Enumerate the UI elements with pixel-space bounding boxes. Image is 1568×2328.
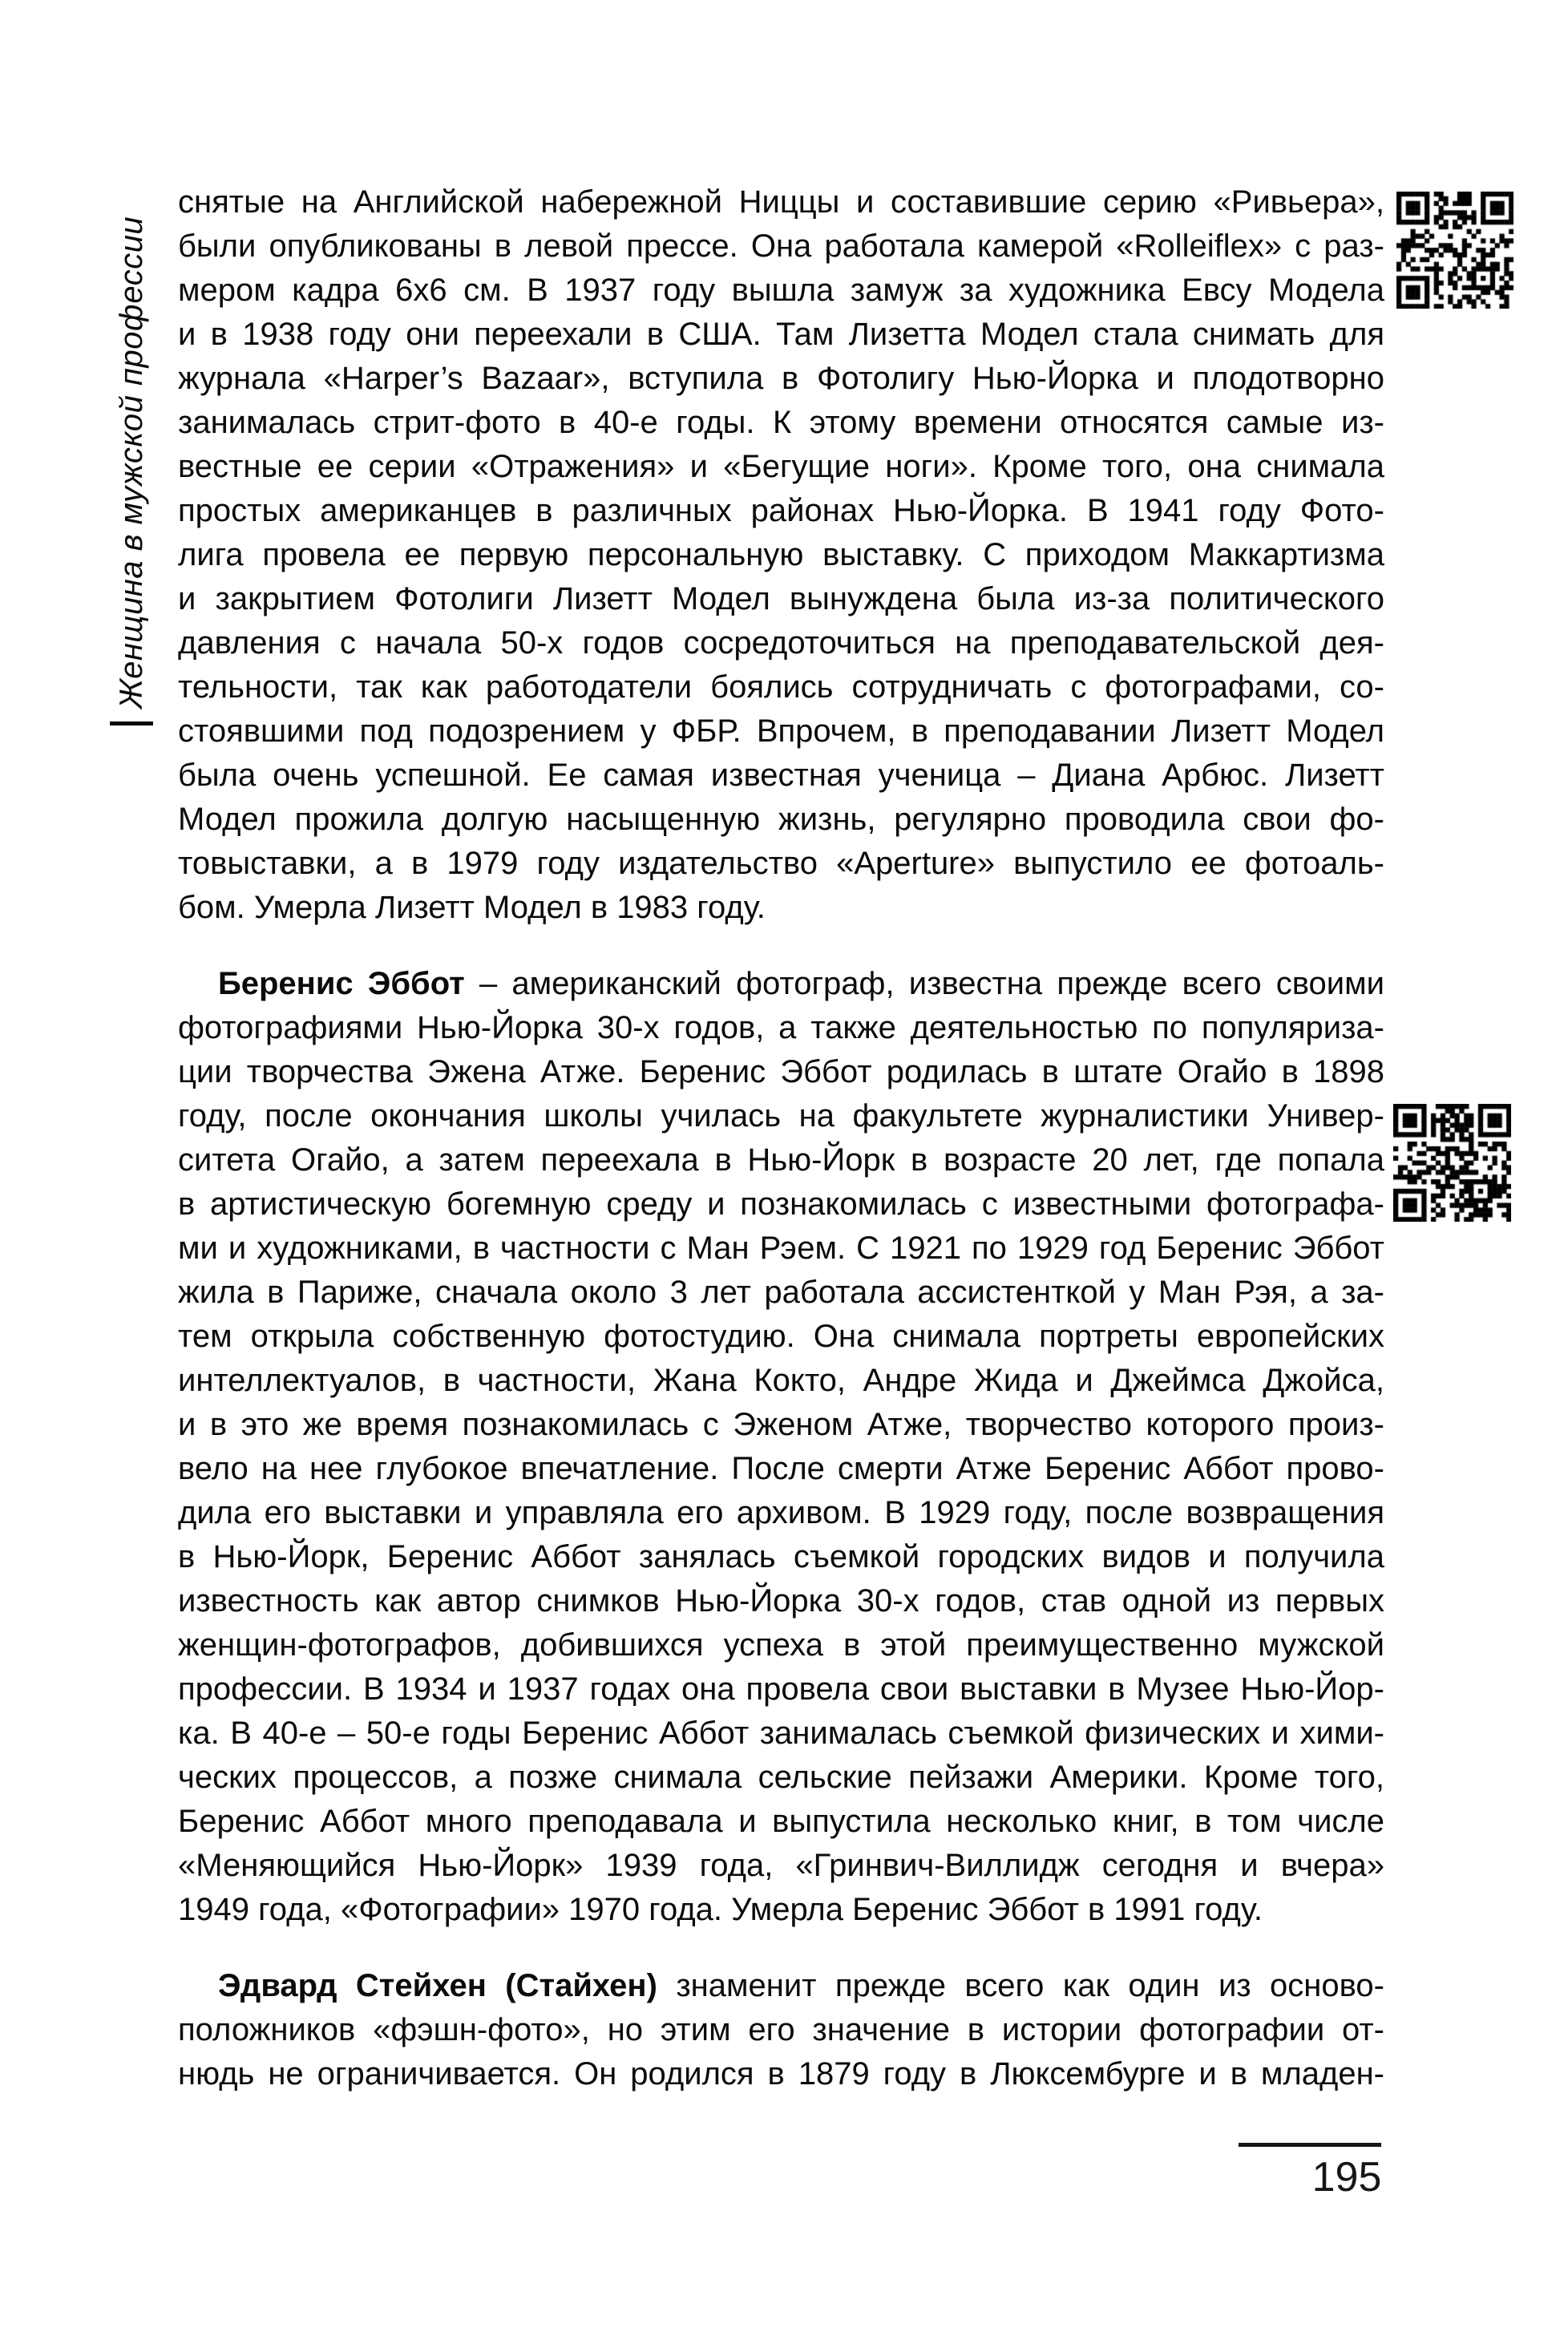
text-line: фотографиями Нью-Йорка 30-х годов, а также деятельностью по популяриза- (178, 1010, 1384, 1045)
text-line: «Меняющийся Нью-Йорк» 1939 года, «Гринвич-Виллидж сегодня и вчера» (178, 1848, 1384, 1883)
text-line: и закрытием Фотолиги Лизетт Модел вынуждена была из-за политического (178, 581, 1384, 616)
text-line: Беренис Эббот – американский фотограф, известна прежде всего своими (218, 966, 1384, 1001)
paragraph (178, 962, 1384, 1932)
text-line: ческих процессов, а позже снимала сельские пейзажи Америки. Кроме того, (178, 1760, 1384, 1795)
qr-code-top-icon (1396, 192, 1513, 309)
text-line: журнала «Harper’s Bazaar», вступила в Фотолигу Нью-Йорка и плодотворно (178, 361, 1384, 396)
text-line: тем открыла собственную фотостудию. Она снимала портреты европейских (178, 1319, 1384, 1354)
text-line: и в 1938 году они переехали в США. Там Лизетта Модел стала снимать для (178, 317, 1384, 352)
text-line: в артистическую богемную среду и познакомилась с известными фотографа- (178, 1186, 1384, 1222)
text-line: товыставки, а в 1979 году издательство «Aperture» выпустило ее фотоаль- (178, 846, 1384, 881)
text-line: в Нью-Йорк, Беренис Аббот занялась съемкой городских видов и получила (178, 1539, 1384, 1574)
text-line: известность как автор снимков Нью-Йорка 30-х годов, став одной из первых (178, 1583, 1384, 1619)
paragraph (178, 180, 1384, 930)
text-line: лига провела ее первую персональную выставку. С приходом Маккартизма (178, 537, 1384, 572)
text-line: давления с начала 50-х годов сосредоточиться на преподавательской дея- (178, 625, 1384, 661)
text-line: и в это же время познакомилась с Эженом Атже, творчество которого произ- (178, 1407, 1384, 1442)
text-line: профессии. В 1934 и 1937 годах она провела свои выставки в Музее Нью-Йор- (178, 1671, 1384, 1707)
text-line: простых американцев в различных районах Нью-Йорка. В 1941 году Фото- (178, 493, 1384, 528)
text-line: вестные ее серии «Отражения» и «Бегущие ноги». Кроме того, она снимала (178, 449, 1384, 484)
text-line: мером кадра 6х6 см. В 1937 году вышла замуж за художника Евсу Модела (178, 273, 1384, 308)
sidebar-tick-line (110, 721, 153, 725)
text-line: были опубликованы в левой прессе. Она работала камерой «Rolleiflex» с раз- (178, 228, 1384, 264)
text-line: Беренис Аббот много преподавала и выпустила несколько книг, в том числе (178, 1804, 1384, 1839)
text-line: вело на нее глубокое впечатление. После смерти Атже Беренис Аббот прово- (178, 1451, 1384, 1486)
text-line: бом. Умерла Лизетт Модел в 1983 году. (178, 890, 766, 925)
text-column (178, 180, 1384, 2096)
text-line: тельности, так как работодатели боялись сотрудничать с фотографами, со- (178, 669, 1384, 705)
text-line: интеллектуалов, в частности, Жана Кокто, Андре Жида и Джеймса Джойса, (178, 1363, 1384, 1398)
text-line: ции творчества Эжена Атже. Беренис Эббот родилась в штате Огайо в 1898 (178, 1054, 1384, 1089)
qr-code-middle-icon (1393, 1104, 1511, 1222)
text-line: стоявшими под подозрением у ФБР. Впрочем, в преподавании Лизетт Модел (178, 713, 1384, 749)
text-line: дила его выставки и управляла его архивом. В 1929 году, после возвращения (178, 1495, 1384, 1530)
text-line: ка. В 40-е – 50-е годы Беренис Аббот занималась съемкой физических и хими- (178, 1716, 1384, 1751)
text-line: снятые на Английской набережной Ниццы и составившие серию «Ривьера», (178, 184, 1384, 220)
text-line: Эдвард Стейхен (Стайхен) знаменит прежде всего как один из осново- (218, 1968, 1384, 2003)
text-line: Модел прожила долгую насыщенную жизнь, регулярно проводила свои фо- (178, 802, 1384, 837)
paragraph (178, 1964, 1384, 2096)
sidebar-vertical-title (106, 172, 157, 725)
text-line: 1949 года, «Фотографии» 1970 года. Умерла Беренис Эббот в 1991 году. (178, 1892, 1263, 1927)
text-line: нюдь не ограничивается. Он родился в 1879 году в Люксембурге и в младен- (178, 2056, 1384, 2092)
footer-divider (1239, 2143, 1381, 2147)
text-line: была очень успешной. Ее самая известная ученица – Диана Арбюс. Лизетт (178, 758, 1384, 793)
text-line: положников «фэшн-фото», но этим его значение в истории фотографии от- (178, 2012, 1384, 2047)
page-number: 195 (1311, 2154, 1382, 2201)
text-line: занималась стрит-фото в 40-е годы. К этому времени относятся самые из- (178, 405, 1384, 440)
text-line: ми и художниками, в частности с Ман Рэем. С 1921 по 1929 год Беренис Эббот (178, 1231, 1384, 1266)
text-line: женщин-фотографов, добившихся успеха в этой преимущественно мужской (178, 1627, 1384, 1663)
text-line: году, после окончания школы училась на факультете журналистики Универ- (178, 1098, 1384, 1134)
text-line: жила в Париже, сначала около 3 лет работала ассистенткой у Ман Рэя, а за- (178, 1275, 1384, 1310)
sidebar-title: Женщина в мужской профессии (113, 216, 149, 709)
text-line: ситета Огайо, а затем переехала в Нью-Йорк в возрасте 20 лет, где попала (178, 1142, 1384, 1178)
